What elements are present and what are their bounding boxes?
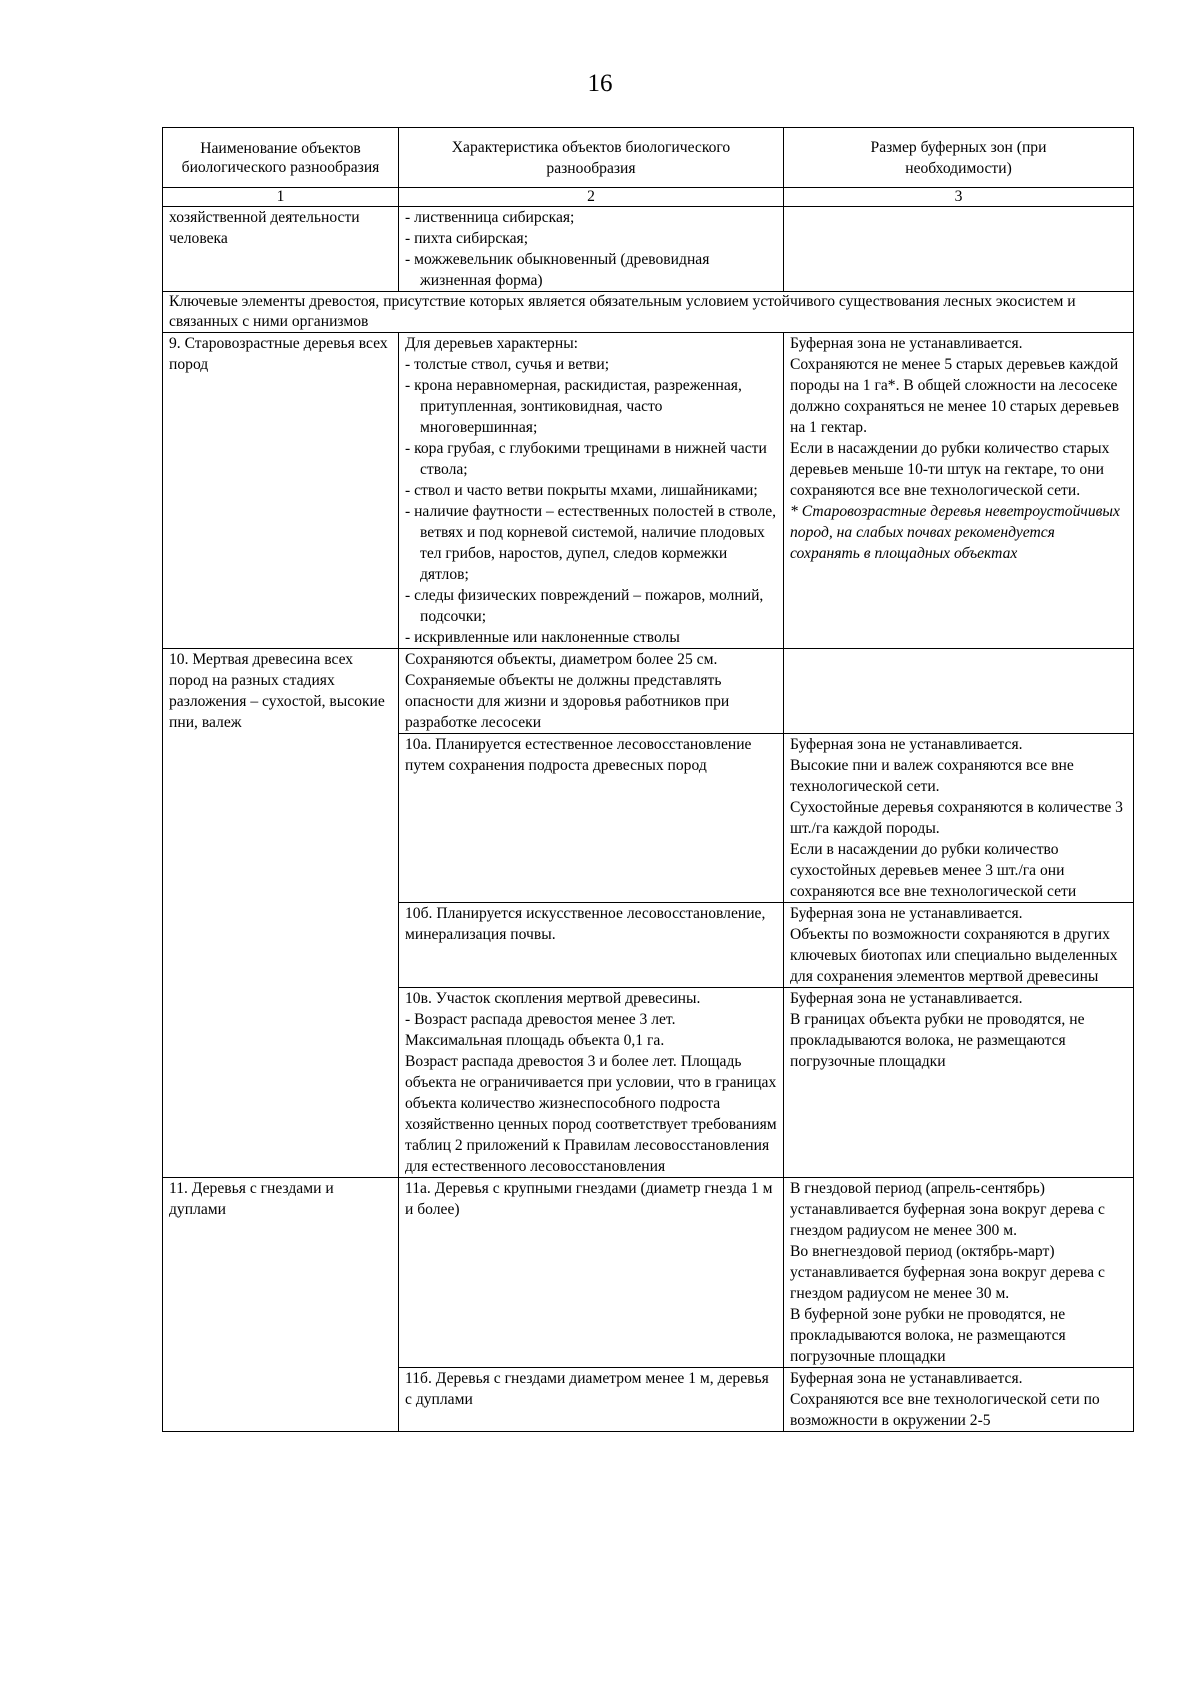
- column-number-row: [163, 188, 1134, 207]
- cell-text: Сухостойные деревья сохраняются в количестве 3 шт./га каждой породы.: [790, 799, 1123, 837]
- cell-text: 9. Старовозрастные деревья всех пород: [169, 335, 388, 373]
- object-name-cell: [163, 1178, 399, 1432]
- cell-text: Для деревьев характерны:: [405, 335, 579, 352]
- table-row: [163, 207, 1134, 292]
- cell-text: Буферная зона не устанавливается.: [790, 335, 1023, 352]
- characteristics-cell: [399, 1368, 784, 1432]
- list-item: - пихта сибирская;: [405, 230, 529, 247]
- characteristics-cell: [399, 207, 784, 292]
- buffer-zone-cell: [784, 734, 1134, 903]
- list-item: - толстые ствол, сучья и ветви;: [405, 356, 610, 373]
- list-item: - можжевельник обыкновенный (древовидная жизненная форма): [405, 251, 710, 289]
- cell-text: 10а. Планируется естественное лесовосстановление путем сохранения подроста древесных пород: [405, 736, 752, 774]
- cell-text: В границах объекта рубки не проводятся, не прокладываются волока, не размещаются погрузочные площадки: [790, 1011, 1085, 1070]
- cell-text: Объекты по возможности сохраняются в других ключевых биотопах или специально выделенных для сохранения элементов мертвой древесины: [790, 926, 1118, 985]
- cell-text: 11а. Деревья с крупными гнездами (диаметр гнезда 1 м и более): [405, 1180, 773, 1218]
- cell-text: Буферная зона не устанавливается.: [790, 1370, 1023, 1387]
- object-name-cell: [163, 207, 399, 292]
- header-col-1: Наименование объектов биологического разнообразия: [163, 128, 399, 188]
- cell-text: Сохраняются не менее 5 старых деревьев каждой породы на 1 га*. В общей сложности на лесосеке должно сохраняться не менее 10 старых деревьев на 1 гектар.: [790, 356, 1120, 436]
- cell-text: Буферная зона не устанавливается.: [790, 905, 1023, 922]
- list-item: - ствол и часто ветви покрыты мхами, лишайниками;: [405, 482, 758, 499]
- column-number-1: 1: [163, 188, 399, 207]
- buffer-zone-cell: [784, 1368, 1134, 1432]
- characteristics-cell: [399, 333, 784, 649]
- table-row: [163, 649, 1134, 734]
- cell-text: хозяйственной деятельности человека: [169, 209, 360, 247]
- cell-text: Буферная зона не устанавливается.: [790, 990, 1023, 1007]
- page-number: 16: [587, 70, 613, 97]
- list-item: - крона неравномерная, раскидистая, разреженная, притупленная, зонтиковидная, часто многовершинная;: [405, 377, 742, 436]
- characteristics-cell: [399, 988, 784, 1178]
- object-name-cell: [163, 333, 399, 649]
- cell-text: 10. Мертвая древесина всех пород на разных стадиях разложения – сухостой, высокие пни, валеж: [169, 651, 385, 731]
- object-name-cell: [163, 649, 399, 1178]
- table-row: [163, 333, 1134, 649]
- list-item: - следы физических повреждений – пожаров, молний, подсочки;: [405, 587, 764, 625]
- characteristics-cell: [399, 1178, 784, 1368]
- characteristics-cell: [399, 903, 784, 988]
- buffer-zone-cell: [784, 649, 1134, 734]
- section-heading: Ключевые элементы древостоя, присутствие которых является обязательным условием устойчивого существования лесных экосистем и связанных с ними организмов: [163, 292, 1134, 333]
- list-item: - Возраст распада древостоя менее 3 лет.: [405, 1011, 676, 1028]
- buffer-zone-cell: [784, 988, 1134, 1178]
- header-col-2: Характеристика объектов биологического разнообразия: [399, 128, 784, 188]
- cell-text: Сохраняются все вне технологической сети по возможности в окружении 2-5: [790, 1391, 1100, 1429]
- buffer-zone-cell: [784, 903, 1134, 988]
- characteristics-cell: [399, 649, 784, 734]
- buffer-zone-cell: [784, 207, 1134, 292]
- biodiversity-table: [162, 127, 1134, 1432]
- list-item: - кора грубая, с глубокими трещинами в нижней части ствола;: [405, 440, 767, 478]
- list-item: - лиственница сибирская;: [405, 209, 575, 226]
- header-col-3: Размер буферных зон (при необходимости): [784, 128, 1134, 188]
- buffer-zone-cell: [784, 1178, 1134, 1368]
- cell-text: Буферная зона не устанавливается.: [790, 736, 1023, 753]
- column-number-2: 2: [399, 188, 784, 207]
- section-row: [163, 292, 1134, 333]
- buffer-zone-cell: [784, 333, 1134, 649]
- footnote-text: * Старовозрастные деревья неветроустойчивых пород, на слабых почвах рекомендуется сохранять в площадных объектах: [790, 503, 1120, 562]
- cell-text: Сохраняются объекты, диаметром более 25 см. Сохраняемые объекты не должны представлять опасности для жизни и здоровья работников при разработке лесосеки: [405, 651, 730, 731]
- table-row: [163, 1178, 1134, 1368]
- list-item: - искривленные или наклоненные стволы: [405, 629, 680, 646]
- cell-text: Высокие пни и валеж сохраняются все вне технологической сети.: [790, 757, 1074, 795]
- cell-text: 10в. Участок скопления мертвой древесины.: [405, 990, 701, 1007]
- characteristics-cell: [399, 734, 784, 903]
- cell-text: Если в насаждении до рубки количество сухостойных деревьев менее 3 шт./га они сохраняются все вне технологической сети: [790, 841, 1077, 900]
- cell-text: 11б. Деревья с гнездами диаметром менее 1 м, деревья с дуплами: [405, 1370, 769, 1408]
- cell-text: В буферной зоне рубки не проводятся, не прокладываются волока, не размещаются погрузочные площадки: [790, 1306, 1066, 1365]
- cell-text: Во внегнездовой период (октябрь-март) устанавливается буферная зона вокруг дерева с гнездом радиусом не менее 30 м.: [790, 1243, 1105, 1302]
- cell-text: 11. Деревья с гнездами и дуплами: [169, 1180, 334, 1218]
- list-item: - наличие фаутности – естественных полостей в стволе, ветвях и под корневой системой, наличие плодовых тел грибов, наростов, дупел, следов кормежки дятлов;: [405, 503, 777, 583]
- cell-text: 10б. Планируется искусственное лесовосстановление, минерализация почвы.: [405, 905, 766, 943]
- header-row: [163, 128, 1134, 188]
- cell-text: Если в насаждении до рубки количество старых деревьев меньше 10-ти штук на гектаре, то они сохраняются все вне технологической сети.: [790, 440, 1110, 499]
- cell-text: Возраст распада древостоя 3 и более лет. Площадь объекта не ограничивается при условии, что в границах объекта количество жизнеспособного подроста хозяйственно ценных пород соответствует требованиям таблиц 2 приложений к Правилам лесовосстановления для естественного лесовосстановления: [405, 1053, 777, 1175]
- cell-text: Максимальная площадь объекта 0,1 га.: [405, 1032, 665, 1049]
- cell-text: В гнездовой период (апрель-сентябрь) устанавливается буферная зона вокруг дерева с гнездом радиусом не менее 300 м.: [790, 1180, 1105, 1239]
- column-number-3: 3: [784, 188, 1134, 207]
